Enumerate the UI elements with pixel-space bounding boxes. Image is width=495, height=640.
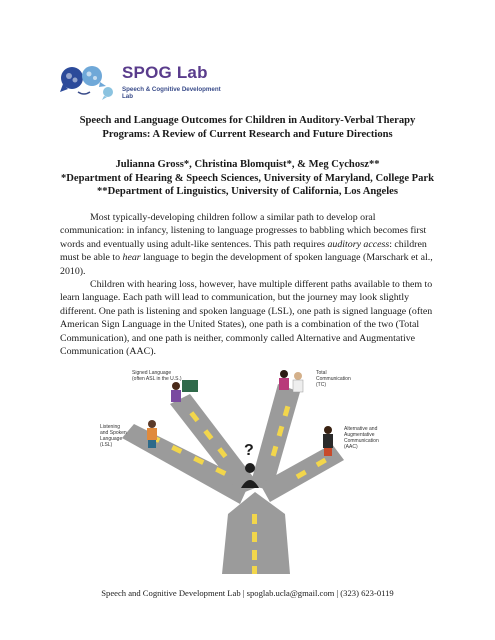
- pathways-figure: [100, 364, 400, 574]
- title-line-1: Speech and Language Outcomes for Children in Auditory-Verbal Therapy: [79, 115, 416, 126]
- p1-emphasis-auditory-access: auditory access: [327, 238, 390, 250]
- logo-title: SPOG Lab: [122, 63, 208, 82]
- label-lsl: Listening and Spoken Language (LSL): [100, 424, 127, 448]
- paragraph-1: [60, 211, 438, 278]
- tc-people: [279, 370, 303, 392]
- affiliation-2: **Department of Linguistics, University of California, Los Angeles: [96, 186, 399, 197]
- label-total-communication: Total Communication (TC): [316, 370, 351, 388]
- p1-text-a: Most typically-developing children follow a similar path to develop oral communication: in infancy, listening to language progresses to babbling which becomes first words and eventually using adult-like sentences. This path requires: [60, 212, 427, 250]
- author-names: Julianna Gross*, Christina Blomquist*, & Meg Cychosz**: [115, 159, 380, 170]
- lsl-person: [147, 420, 157, 448]
- p1-emphasis-hear: hear: [122, 252, 141, 264]
- p1-text-c: language to begin the development of spoken language (Marschark et al., 2010).: [60, 252, 433, 277]
- brain-heads-icon: [58, 62, 120, 102]
- affiliation-1: *Department of Hearing & Speech Sciences, University of Maryland, College Park: [60, 172, 435, 184]
- author-block: [30, 158, 465, 199]
- paragraph-2: Children with hearing loss, however, have multiple different paths available to them to learn language. Each path will lead to communication, but the journey may look slightly different. One path is listening and spoken language (LSL), one path is signed language (often American Sign Language in the United States), one path is a combination of the two (Total Communication), and one path is neither, commonly called Alternative and Augmentative Communication (AAC).: [60, 279, 433, 358]
- p1-text-b: : children must be able to: [60, 238, 427, 264]
- paper-title: [40, 114, 455, 142]
- lab-logo: [58, 60, 228, 106]
- label-signed-language: Signed Language (often ASL in the U.S.): [132, 370, 182, 382]
- road-illustration: [100, 364, 400, 574]
- aac-person: [323, 426, 333, 456]
- label-aac: Alternative and Augmentative Communication (AAC): [344, 426, 379, 450]
- title-line-2: Programs: A Review of Current Research and Future Directions: [102, 129, 393, 140]
- question-mark: ?: [244, 442, 254, 459]
- footer-contact: Speech and Cognitive Development Lab | spoglab.ucla@gmail.com | (323) 623-0119: [101, 588, 394, 598]
- logo-subtitle: Speech & Cognitive Development Lab: [122, 86, 221, 100]
